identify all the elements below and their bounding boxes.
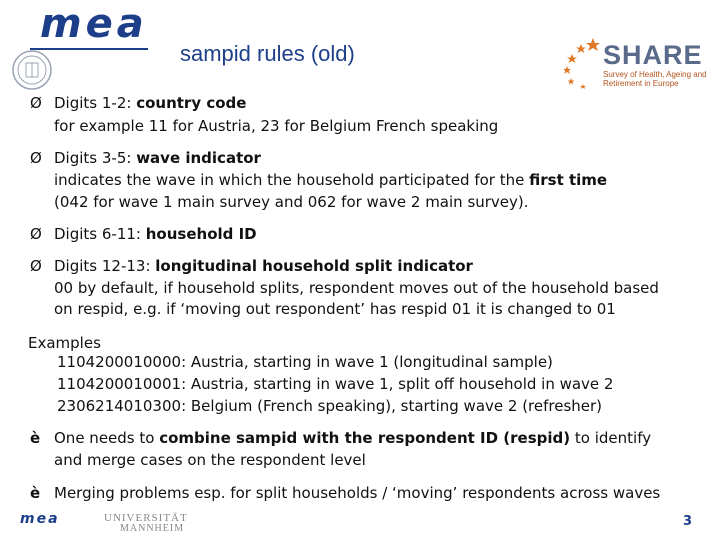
page-title: sampid rules (old) bbox=[180, 41, 355, 66]
examples-heading: Examples bbox=[28, 334, 101, 352]
example-row: 2306214010300: Belgium (French speaking), starting wave 2 (refresher) bbox=[57, 397, 603, 415]
bullet-marker: Ø bbox=[30, 257, 42, 275]
bullet-marker: Ø bbox=[30, 225, 42, 243]
bullet-detail bbox=[54, 171, 607, 190]
bullet-bold-term: household ID bbox=[145, 225, 257, 243]
note-text-pre: One needs to bbox=[54, 429, 160, 447]
bullet-prefix: Digits 3-5: bbox=[54, 149, 137, 167]
note-bold: combine sampid with the respondent ID (respid) bbox=[159, 429, 571, 447]
share-logo-text: SHARE bbox=[603, 40, 703, 70]
bullet-detail: 00 by default, if household splits, respondent moves out of the household based bbox=[54, 279, 659, 297]
footer-mea-logo: mea bbox=[20, 511, 60, 527]
footer-university-city: MANNHEIM bbox=[120, 523, 185, 534]
bullet-detail-bold: first time bbox=[529, 171, 608, 189]
page-number: 3 bbox=[683, 514, 693, 529]
bullet-prefix: Digits 12-13: bbox=[54, 257, 156, 275]
bullet-detail-text: indicates the wave in which the household participated for the bbox=[54, 171, 530, 189]
note-text: Merging problems esp. for split households / ‘moving’ respondents across waves bbox=[54, 484, 661, 502]
note-text-line2: and merge cases on the respondent level bbox=[54, 451, 366, 469]
bullet-marker: Ø bbox=[30, 94, 42, 112]
mea-logo: mea bbox=[40, 1, 148, 47]
university-seal-icon bbox=[10, 48, 54, 92]
bullet-heading bbox=[54, 225, 257, 244]
bullet-prefix: Digits 6-11: bbox=[54, 225, 146, 243]
bullet-prefix: Digits 1-2: bbox=[54, 94, 137, 112]
note-text-post: to identify bbox=[570, 429, 652, 447]
bullet-marker: Ø bbox=[30, 149, 42, 167]
example-row: 1104200010001: Austria, starting in wave 1, split off household in wave 2 bbox=[57, 375, 614, 393]
note-text bbox=[54, 429, 651, 448]
example-row: 1104200010000: Austria, starting in wave 1 (longitudinal sample) bbox=[57, 353, 553, 371]
arrow-marker-icon: è bbox=[30, 429, 41, 447]
bullet-bold-term: longitudinal household split indicator bbox=[155, 257, 473, 275]
bullet-detail: on respid, e.g. if ‘moving out respondent’ has respid 01 it is changed to 01 bbox=[54, 300, 616, 318]
bullet-heading bbox=[54, 149, 261, 168]
share-logo-subtitle: Survey of Health, Ageing and Retirement in Europe bbox=[603, 70, 707, 88]
arrow-marker-icon: è bbox=[30, 484, 41, 502]
bullet-heading bbox=[54, 94, 246, 113]
bullet-bold-term: country code bbox=[136, 94, 247, 112]
bullet-detail: for example 11 for Austria, 23 for Belgium French speaking bbox=[54, 117, 499, 135]
bullet-heading bbox=[54, 257, 473, 276]
bullet-detail: (042 for wave 1 main survey and 062 for wave 2 main survey). bbox=[54, 193, 529, 211]
bullet-bold-term: wave indicator bbox=[136, 149, 261, 167]
footer-university-name: UNIVERSITÄT bbox=[104, 512, 188, 524]
